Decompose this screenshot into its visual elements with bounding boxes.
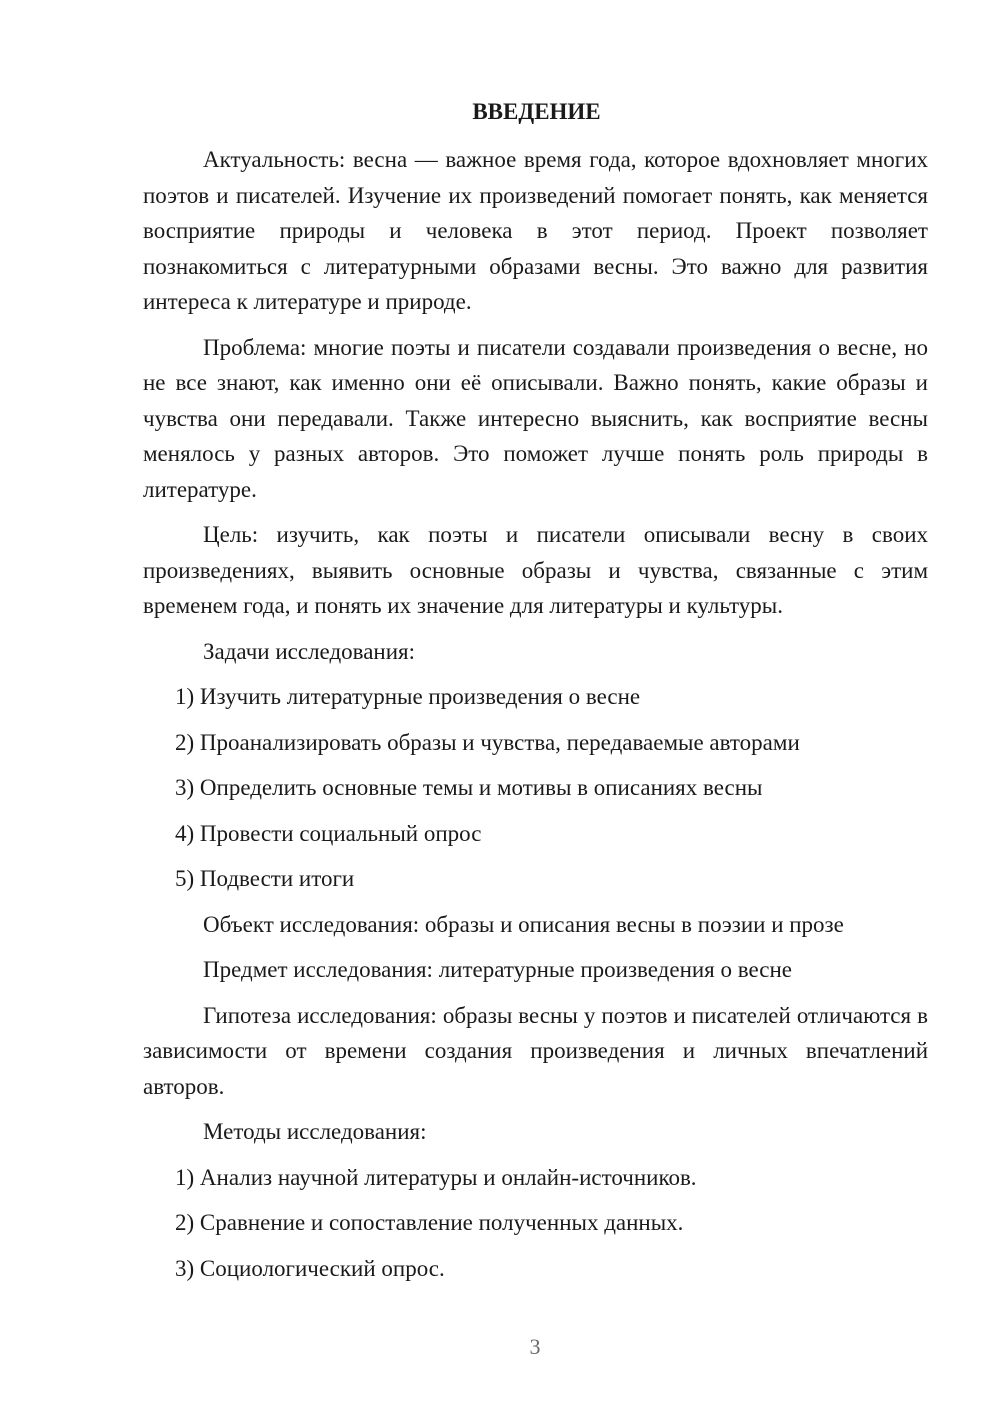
- method-item: 2) Сравнение и сопоставление полученных данных.: [175, 1210, 684, 1235]
- problem-paragraph: Проблема: многие поэты и писатели создавали произведения о весне, но не все знают, как именно они её описывали. Важно понять, какие образы и чувства они передавали. Также интересно выяснить, как восприятие весны менялось у разных авторов. Это поможет лучше понять роль природы в литературе.: [143, 334, 928, 502]
- object-line: Объект исследования: образы и описания весны в поэзии и прозе: [203, 911, 844, 937]
- tasks-title: Задачи исследования:: [203, 638, 416, 664]
- page-content: [143, 96, 928, 1296]
- task-item: 2) Проанализировать образы и чувства, передаваемые авторами: [175, 729, 800, 755]
- section-heading: ВВЕДЕНИЕ: [472, 99, 601, 124]
- methods-title: Методы исследования:: [203, 1119, 427, 1144]
- hypothesis-paragraph: Гипотеза исследования: образы весны у поэтов и писателей отличаются в зависимости от времени создания произведения и личных впечатлений авторов.: [143, 1002, 928, 1099]
- page-number: 3: [529, 1334, 541, 1359]
- task-item: 3) Определить основные темы и мотивы в описаниях весны: [175, 775, 763, 800]
- goal-paragraph: Цель: изучить, как поэты и писатели описывали весну в своих произведениях, выявить основные образы и чувства, связанные с этим временем года, и понять их значение для литературы и культуры.: [143, 522, 928, 618]
- task-item: 1) Изучить литературные произведения о весне: [175, 684, 641, 709]
- task-item: 5) Подвести итоги: [175, 866, 355, 891]
- relevance-paragraph: Актуальность: весна — важное время года, которое вдохновляет многих поэтов и писателей. Изучение их произведений помогает понять, как меняется восприятие природы и человека в этот период. Проект позволяет познакомиться с литературными образами весны. Это важно для развития интереса к литературе и природе.: [143, 147, 928, 314]
- task-item: 4) Провести социальный опрос: [175, 820, 482, 846]
- method-item: 1) Анализ научной литературы и онлайн-источников.: [175, 1164, 697, 1190]
- method-item: 3) Социологический опрос.: [175, 1255, 445, 1281]
- subject-line: Предмет исследования: литературные произведения о весне: [203, 957, 792, 982]
